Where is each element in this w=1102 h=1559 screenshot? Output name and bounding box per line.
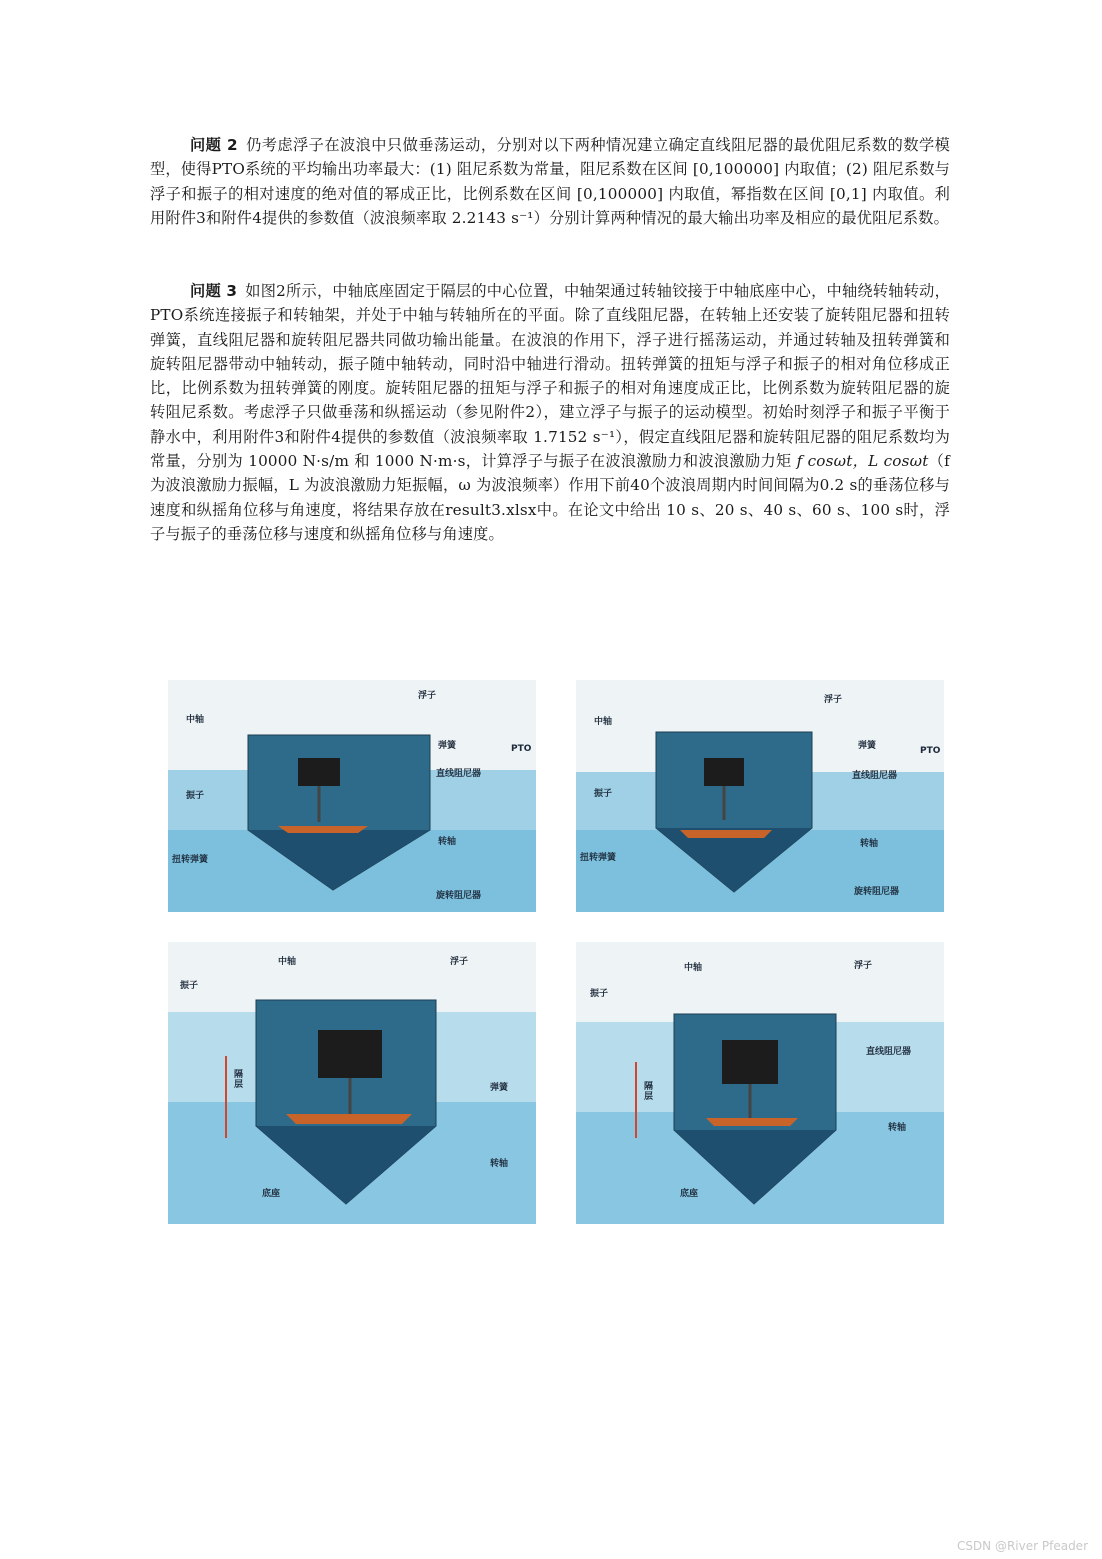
figure-bottom-right <box>576 942 944 1199</box>
problem-2-heading: 问题 2 <box>190 136 238 154</box>
figure-bottom-left-drawing <box>168 942 536 1224</box>
problem-2-text: 仍考虑浮子在波浪中只做垂荡运动，分别对以下两种情况建立确定直线阻尼器的最优阻尼系数的数学模型，使得PTO系统的平均输出功率最大：(1) 阻尼系数为常量，阻尼系数在区间 [0,100000] 内取值；(2) 阻尼系数与浮子和振子的相对速度的绝对值的幂成正比，比例系数在区间 [0,100000] 内取值，幂指数在区间 [0,1] 内取值。利用附件3和附件4提供的参数值（波浪频率取 2.2143 s⁻¹）分别计算两种情况的最大输出功率及相应的最优阻尼系数。 <box>150 136 951 227</box>
problem-3-heading: 问题 3 <box>190 282 238 300</box>
fig3-label-6: 隔层 <box>234 1070 244 1090</box>
fig4-label-2: 浮子 <box>854 961 873 971</box>
figure-top-right <box>576 680 944 912</box>
figure-bottom-right-drawing <box>576 942 944 1224</box>
fig1-label-4: PTO <box>511 744 532 754</box>
fig3-label-1: 中轴 <box>278 957 297 967</box>
fig2-label-2: 浮子 <box>824 695 843 705</box>
figure-top-left <box>168 680 536 912</box>
problem-3-formula: f cosωt，L cosωt <box>796 452 929 471</box>
fig2-label-1: 中轴 <box>594 717 613 727</box>
fig4-label-7: 底座 <box>680 1189 699 1199</box>
fig4-label-3: 振子 <box>590 989 609 999</box>
problem-3-text-b: （f 为波浪激励力振幅，L 为波浪激励力矩振幅，ω 为波浪频率）作用下前40个波浪周期内时间间隔为0.2 s的垂荡位移与速度和纵摇角位移与角速度，将结果存放在result3.xlsx中。在论文中给出 10 s、20 s、40 s、60 s、100 s时，浮子与振子的垂荡位移与速度和纵摇角位移与角速度。 <box>150 452 950 543</box>
problem-3-text-a: 如图2所示，中轴底座固定于隔层的中心位置，中轴架通过转轴铰接于中轴底座中心，中轴绕转轴转动，PTO系统连接振子和转轴架，并处于中轴与转轴所在的平面。除了直线阻尼器，在转轴上还安装了旋转阻尼器和扭转弹簧，直线阻尼器和旋转阻尼器共同做功输出能量。在波浪的作用下，浮子进行摇荡运动，并通过转轴及扭转弹簧和旋转阻尼器带动中轴转动，振子随中轴转动，同时沿中轴进行滑动。扭转弹簧的扭矩与浮子和振子的相对角位移成正比，比例系数为扭转弹簧的刚度。旋转阻尼器的扭矩与浮子和振子的相对角速度成正比，比例系数为旋转阻尼器的旋转阻尼系数。考虑浮子只做垂荡和纵摇运动（参见附件2），建立浮子与振子的运动模型。初始时刻浮子和振子平衡于静水中，利用附件3和附件4提供的参数值（波浪频率取 1.7152 s⁻¹），假定直线阻尼器和旋转阻尼器的阻尼系数均为常量，分别为 10000 N·s/m 和 1000 N·m·s，计算浮子与振子在波浪激励力和波浪激励力矩 <box>150 282 950 471</box>
fig1-label-6: 振子 <box>186 791 205 801</box>
fig1-label-3: 弹簧 <box>438 741 457 751</box>
fig2-label-7: 转轴 <box>860 839 879 849</box>
fig4-label-4: 直线阻尼器 <box>866 1047 912 1057</box>
fig3-label-3: 振子 <box>180 981 199 991</box>
fig1-label-2: 浮子 <box>418 691 437 701</box>
fig3-label-5: 转轴 <box>490 1159 509 1169</box>
problem-2-paragraph <box>150 133 950 230</box>
fig2-label-8: 扭转弹簧 <box>580 853 617 863</box>
fig1-label-9: 旋转阻尼器 <box>436 891 482 901</box>
fig4-label-1: 中轴 <box>684 963 703 973</box>
figure-top-left-drawing <box>168 680 536 912</box>
fig1-label-1: 中轴 <box>186 715 205 725</box>
fig4-label-6: 隔层 <box>644 1082 654 1102</box>
fig1-label-5: 直线阻尼器 <box>436 769 482 779</box>
fig2-label-5: 直线阻尼器 <box>852 771 898 781</box>
figure-bottom-left <box>168 942 536 1199</box>
figure-top-right-drawing <box>576 680 944 912</box>
problem-3-paragraph <box>150 279 950 546</box>
fig4-label-5: 转轴 <box>888 1123 907 1133</box>
fig3-label-4: 弹簧 <box>490 1083 509 1093</box>
fig2-label-9: 旋转阻尼器 <box>854 887 900 897</box>
fig3-label-2: 浮子 <box>450 957 469 967</box>
fig1-label-7: 转轴 <box>438 837 457 847</box>
fig2-label-4: PTO <box>920 746 941 756</box>
fig2-label-3: 弹簧 <box>858 741 877 751</box>
watermark: CSDN @River Pfeader <box>956 1539 1088 1553</box>
fig1-label-8: 扭转弹簧 <box>172 855 209 865</box>
fig2-label-6: 振子 <box>594 789 613 799</box>
fig3-label-7: 底座 <box>262 1189 281 1199</box>
